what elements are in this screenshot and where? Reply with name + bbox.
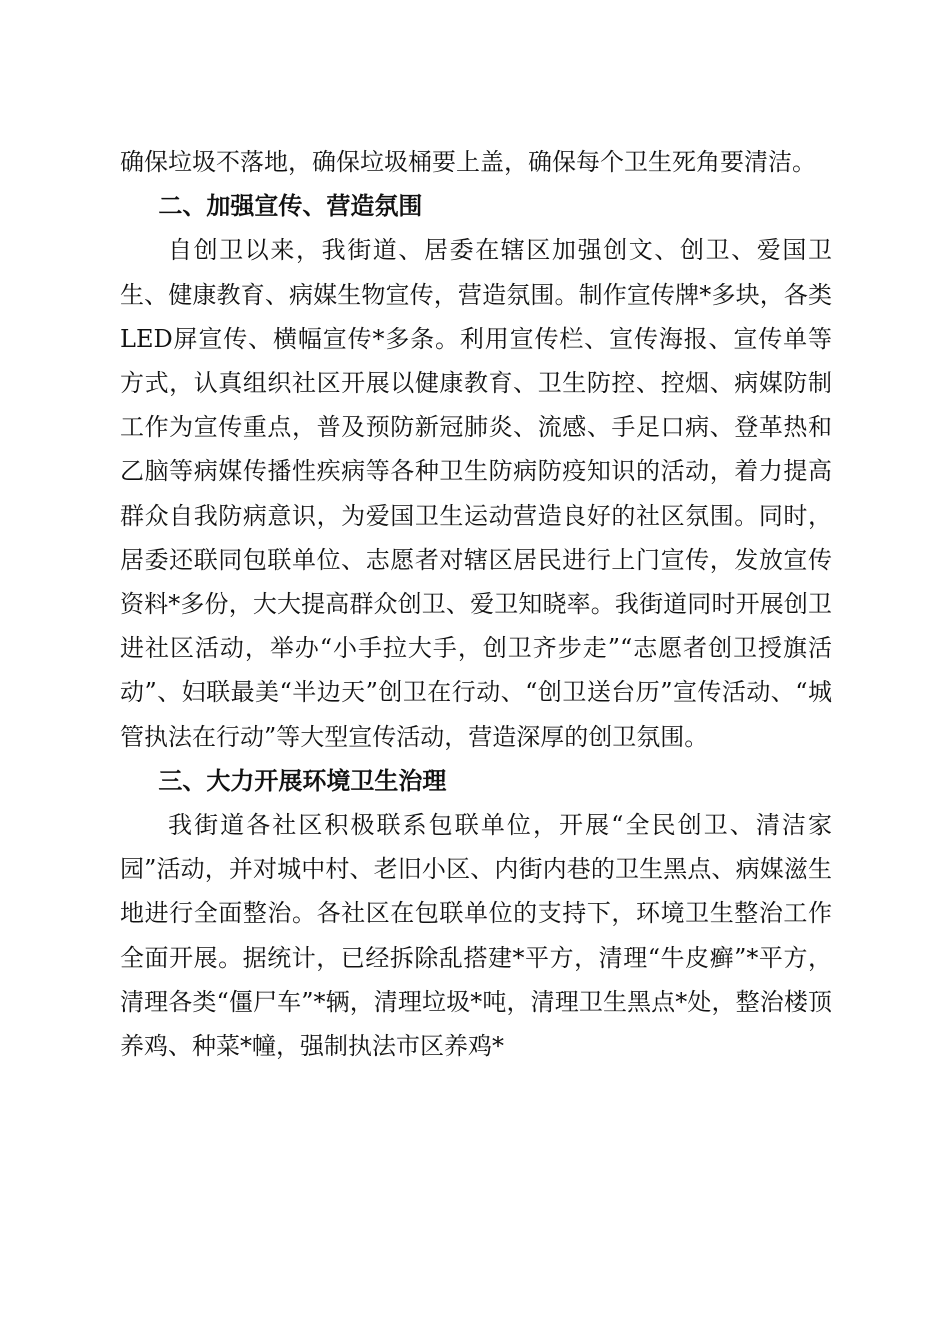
document-body	[120, 140, 832, 1068]
paragraph-publicity: 自创卫以来，我街道、居委在辖区加强创文、创卫、爱国卫生、健康教育、病媒生物宣传，营造氛围。制作宣传牌*多块，各类LED屏宣传、横幅宣传*多条。利用宣传栏、宣传海报、宣传单等方式，认真组织社区开展以健康教育、卫生防控、控烟、病媒防制工作为宣传重点，普及预防新冠肺炎、流感、手足口病、登革热和乙脑等病媒传播性疾病等各种卫生防病防疫知识的活动，着力提高群众自我防病意识，为爱国卫生运动营造良好的社区氛围。同时，居委还联同包联单位、志愿者对辖区居民进行上门宣传，发放宣传资料*多份，大大提高群众创卫、爱卫知晓率。我街道同时开展创卫进社区活动，举办“小手拉大手，创卫齐步走”“志愿者创卫授旗活动”、妇联最美“半边天”创卫在行动、“创卫送台历”宣传活动、“城管执法在行动”等大型宣传活动，营造深厚的创卫氛围。	[120, 236, 832, 751]
paragraph-continued: 确保垃圾不落地，确保垃圾桶要上盖，确保每个卫生死角要清洁。	[120, 148, 816, 176]
section-heading-2: 二、加强宣传、营造氛围	[158, 192, 423, 221]
paragraph-environment: 我街道各社区积极联系包联单位，开展“全民创卫、清洁家园”活动，并对城中村、老旧小区、内街内巷的卫生黑点、病媒滋生地进行全面整治。各社区在包联单位的支持下，环境卫生整治工作全面开展。据统计，已经拆除乱搭建*平方，清理“牛皮癣”*平方，清理各类“僵尸车”*辆，清理垃圾*吨，清理卫生黑点*处，整治楼顶养鸡、种菜*幢，强制执法市区养鸡*	[120, 811, 832, 1061]
section-heading-3: 三、大力开展环境卫生治理	[158, 766, 447, 795]
